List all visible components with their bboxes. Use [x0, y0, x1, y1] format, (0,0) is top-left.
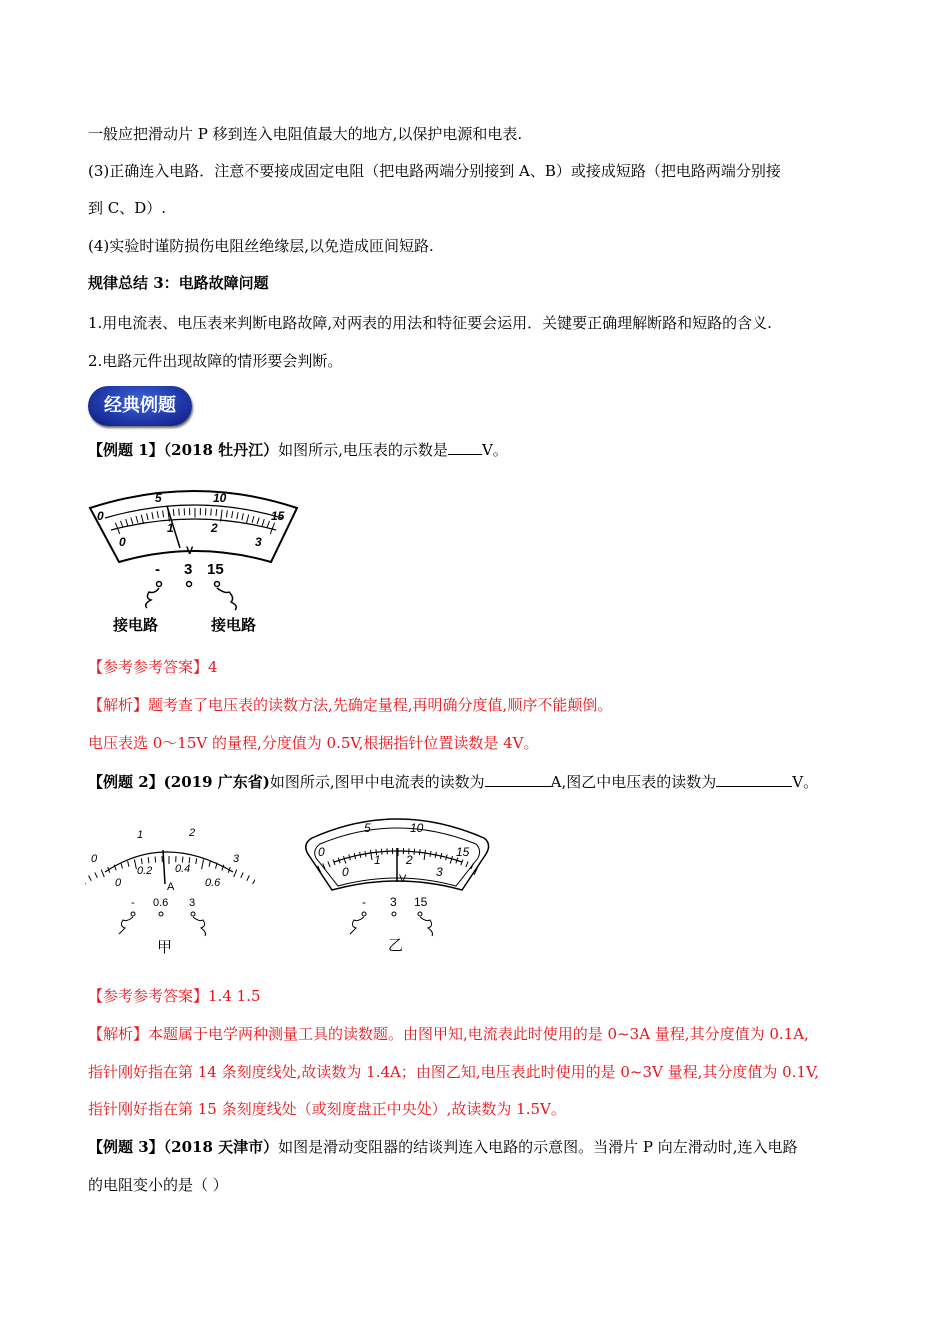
scale-tick: [121, 863, 123, 869]
scale-tick: [354, 853, 355, 859]
wire-coil: [420, 917, 433, 936]
scale-tick: [141, 515, 143, 524]
meter-face-outline: [90, 491, 297, 562]
terminal-post: [159, 912, 163, 916]
scale-tick: [211, 509, 212, 516]
scale-tick: [450, 856, 452, 864]
scale-tick: [246, 515, 248, 524]
classic-examples-badge: 经典例题: [88, 386, 192, 426]
scale-tick: [419, 849, 420, 855]
answer-blank: [485, 772, 551, 787]
example-2-label: 【例题 2】: [88, 773, 164, 791]
scale-tick: [232, 511, 233, 518]
top-scale-label: 5: [155, 491, 162, 505]
top-scale-label: 0: [97, 509, 104, 523]
example-3-source: （2018 天津市）: [163, 1138, 279, 1156]
scale-tick: [253, 879, 255, 884]
terminal-label: 15: [207, 561, 224, 578]
example-2-unit: V。: [792, 773, 819, 791]
scale-tick: [360, 852, 361, 858]
scale-tick: [89, 876, 92, 881]
scale-tick: [126, 519, 128, 526]
terminal-label: 3: [184, 561, 193, 578]
scale-tick: [252, 516, 254, 523]
example-2-analysis-3: 指针刚好指在第 15 条刻度线处（或刻度盘正中央处）,故读数为 1.5V。: [88, 1100, 566, 1118]
example-3-question: [88, 1137, 798, 1157]
inner-scale-label: 0: [115, 877, 122, 889]
meter-unit: A: [167, 881, 175, 893]
inner-scale-label: 2: [406, 853, 413, 867]
wire-coil: [146, 588, 159, 608]
scale-tick: [95, 872, 98, 877]
outer-scale-label: 2: [189, 827, 196, 839]
bottom-scale-label: 3: [255, 535, 262, 549]
outer-scale-label: 1: [137, 829, 144, 841]
example-2-text: 如图所示,图甲中电流表的读数为: [269, 773, 485, 791]
example-2-question: [88, 772, 818, 792]
figure-caption-yi: 乙: [388, 937, 404, 954]
voltmeter-figure-1: [85, 480, 305, 640]
example-2-answer: [88, 986, 261, 1006]
bottom-scale-label: 2: [211, 521, 218, 535]
inner-scale-label: 0.4: [175, 863, 191, 875]
example-1-unit: V。: [481, 441, 508, 459]
scale-tick: [267, 521, 269, 528]
example-1-source: （2018 牡丹江）: [163, 441, 279, 459]
scale-tick: [121, 521, 123, 528]
figure-caption-jia: 甲: [157, 939, 173, 956]
ammeter-figure: [85, 822, 255, 957]
wire-coil: [193, 917, 206, 936]
outer-scale-label: 3: [233, 853, 240, 865]
inner-scale-label: 0.2: [137, 865, 153, 877]
wire-coil: [350, 917, 364, 934]
text-line-7: 2.电路元件出现故障的情形要会判断。: [88, 352, 343, 370]
example-2-source: (2019 广东省): [163, 773, 270, 791]
scale-tick: [152, 512, 153, 519]
scale-tick: [257, 518, 259, 525]
terminal-label: -: [362, 895, 366, 909]
inner-scale-label: 1: [374, 853, 381, 867]
text-line-4: (4)实验时谨防损伤电阻丝绝缘层,以免造成匝间短路.: [88, 237, 434, 255]
terminal-post: [191, 912, 195, 916]
scale-tick: [241, 872, 244, 877]
scale-tick: [128, 861, 129, 867]
scale-tick: [344, 856, 346, 864]
wire-coil: [119, 917, 133, 934]
scale-tick: [414, 849, 415, 855]
example-3-text: 如图是滑动变阻器的结谈判连入电路的示意图。当滑片 P 向左滑动时,连入电路: [278, 1138, 798, 1156]
example-3-label: 【例题 3】: [88, 1138, 164, 1156]
scale-tick: [365, 851, 366, 857]
terminal-post: [157, 582, 162, 587]
scale-tick: [424, 850, 425, 860]
terminal-post: [215, 582, 220, 587]
outer-scale-label: 0: [318, 845, 325, 859]
scale-tick: [242, 513, 244, 520]
example-1-answer: [88, 657, 218, 677]
scale-tick: [136, 516, 138, 523]
scale-tick: [430, 851, 431, 857]
example-1-analysis: [88, 695, 612, 715]
scale-tick: [435, 852, 436, 858]
answer-label: 【参考参考答案】: [88, 658, 209, 676]
example-1-text: 如图所示,电压表的示数是: [278, 441, 448, 459]
analysis-label: 【解析】: [88, 1025, 149, 1043]
section-heading-rule-3: 规律总结 3：电路故障问题: [88, 274, 269, 292]
scale-tick: [202, 859, 204, 869]
bottom-scale-label: 1: [167, 521, 174, 535]
scale-tick: [371, 850, 372, 860]
terminal-label: 3: [390, 895, 397, 909]
example-1-analysis-2: 电压表选 0～15V 的量程,分度值为 0.5V,根据指针位置读数是 4V。: [88, 734, 539, 752]
outer-scale-label: 5: [364, 821, 371, 835]
scale-tick: [209, 861, 210, 867]
scale-tick: [147, 513, 149, 520]
inner-scale-label: 0: [342, 865, 349, 879]
scale-tick: [247, 876, 250, 881]
analysis-label: 【解析】: [88, 696, 149, 714]
example-3-question-2: 的电阻变小的是（ ）: [88, 1176, 228, 1194]
scale-tick: [131, 518, 133, 525]
terminal-label: 3: [189, 897, 196, 909]
terminal-post: [131, 912, 135, 916]
scale-tick: [141, 858, 142, 864]
text-line-6: 1.用电流表、电压表来判断电路故障,对两表的用法和特征要会运用．关键要正确理解断路和短路的含义.: [88, 314, 772, 332]
example-1-label: 【例题 1】: [88, 441, 164, 459]
scale-tick: [148, 857, 149, 863]
meter-needle: [163, 850, 165, 884]
terminal-label: -: [155, 561, 160, 578]
answer-value: 4: [208, 658, 218, 676]
bottom-scale-label: 0: [119, 535, 126, 549]
answer-label: 【参考参考答案】: [88, 987, 209, 1005]
example-1-question: [88, 440, 508, 460]
voltmeter-figure-2: [302, 808, 492, 958]
top-scale-label: 15: [271, 509, 285, 523]
scale-tick: [440, 853, 441, 859]
scale-tick: [173, 509, 174, 516]
answer-value: 1.4 1.5: [208, 987, 261, 1005]
scale-tick: [262, 519, 264, 526]
scale-tick: [328, 861, 330, 867]
terminal-post: [362, 912, 366, 916]
scale-tick: [226, 510, 227, 517]
scale-tick: [163, 510, 164, 517]
scale-tick: [234, 870, 237, 877]
answer-blank: [448, 440, 482, 455]
inner-scale-label: 3: [436, 865, 443, 879]
outer-scale-label: 15: [456, 845, 470, 859]
scale-tick: [216, 509, 217, 516]
meter-unit: V: [186, 545, 194, 557]
analysis-text: 本题属于电学两种测量工具的读数题。由图甲知,电流表此时使用的是 0~3A 量程,其分度值为 0.1A,: [148, 1025, 809, 1043]
scale-tick: [155, 857, 156, 863]
terminal-label: -: [131, 897, 135, 909]
scale-tick: [157, 511, 158, 518]
scale-tick: [237, 512, 238, 519]
terminal-post: [392, 912, 396, 916]
scale-tick: [179, 509, 180, 516]
scale-tick: [101, 870, 104, 877]
example-2-analysis: [88, 1024, 809, 1044]
outer-scale-label: 0: [91, 853, 98, 865]
wire-coil: [217, 588, 236, 610]
terminal-label: 0.6: [153, 897, 169, 909]
wire-label: 接电路: [211, 617, 257, 634]
text-line-2: (3)正确连入电路．注意不要接成固定电阻（把电路两端分别接到 A、B）或接成短路（把电路两端分别接: [88, 162, 781, 180]
terminal-post: [187, 582, 192, 587]
scale-tick: [182, 857, 183, 863]
scale-tick: [466, 861, 468, 867]
text-line-1: 一般应把滑动片 P 移到连入电阻值最大的地方,以保护电源和电表.: [88, 125, 523, 143]
inner-scale-label: 0.6: [205, 877, 221, 889]
terminal-post: [418, 912, 422, 916]
example-2-text: A,图乙中电压表的读数为: [550, 773, 717, 791]
top-scale-label: 10: [213, 491, 227, 505]
wire-label: 接电路: [113, 617, 159, 634]
scale-tick: [381, 849, 382, 855]
meter-unit: V: [399, 873, 407, 885]
terminal-label: 15: [414, 895, 428, 909]
example-2-analysis-2: 指针刚好指在第 14 条刻度线处,故读数为 1.4A；由图乙知,电压表此时使用的是 0~3V 量程,其分度值为 0.1V,: [88, 1063, 820, 1081]
scale-tick: [196, 858, 197, 864]
outer-scale-label: 10: [410, 821, 424, 835]
text-line-3: 到 C、D）.: [88, 199, 167, 217]
analysis-text: 题考查了电压表的读数方法,先确定量程,再明确分度值,顺序不能颠倒。: [148, 696, 613, 714]
answer-blank: [716, 772, 792, 787]
